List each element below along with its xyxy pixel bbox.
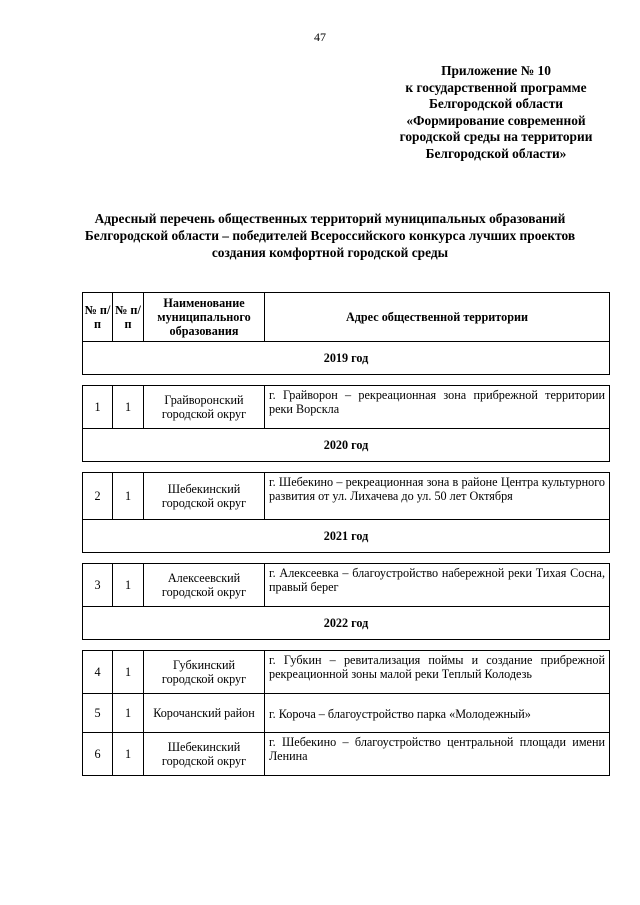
row-subnumber: 1 <box>113 733 144 776</box>
row-municipality: Шебекинский городской округ <box>144 473 265 520</box>
header-municipality: Наименование муниципального образования <box>144 293 265 342</box>
title-line: Белгородской области – победителей Всероссийского конкурса лучших проектов <box>84 227 576 243</box>
title-line: Адресный перечень общественных территорий муниципальных образований <box>94 211 566 226</box>
page-number: 47 <box>314 30 326 44</box>
year-label: 2020 год <box>83 429 610 462</box>
appendix-line: Белгородской области» <box>425 145 567 161</box>
territories-table <box>82 292 610 776</box>
spacer-row <box>83 640 610 651</box>
header-number-1: № п/п <box>83 293 113 342</box>
year-label: 2019 год <box>83 342 610 375</box>
row-municipality: Корочанский район <box>144 694 265 733</box>
year-row <box>83 429 610 462</box>
row-address: г. Шебекино – благоустройство центральной площади имени Ленина <box>265 733 610 776</box>
spacer-row <box>83 553 610 564</box>
appendix-header <box>372 63 620 163</box>
row-municipality: Алексеевский городской округ <box>144 564 265 607</box>
table-row <box>83 694 610 733</box>
header-address: Адрес общественной территории <box>265 293 610 342</box>
row-municipality: Грайворонский городской округ <box>144 386 265 429</box>
year-row <box>83 607 610 640</box>
row-number: 4 <box>83 651 113 694</box>
table-row <box>83 733 610 776</box>
row-number: 6 <box>83 733 113 776</box>
row-municipality: Шебекинский городской округ <box>144 733 265 776</box>
row-address: г. Короча – благоустройство парка «Молодежный» <box>265 694 610 733</box>
table-row <box>83 651 610 694</box>
year-label: 2022 год <box>83 607 610 640</box>
table-row <box>83 386 610 429</box>
row-subnumber: 1 <box>113 564 144 607</box>
year-label: 2021 год <box>83 520 610 553</box>
title-line: создания комфортной городской среды <box>211 244 449 260</box>
table-row <box>83 473 610 520</box>
table-header-row <box>83 293 610 342</box>
row-number: 3 <box>83 564 113 607</box>
row-number: 2 <box>83 473 113 520</box>
row-address: г. Грайворон – рекреационная зона прибрежной территории реки Ворскла <box>265 386 610 429</box>
row-number: 5 <box>83 694 113 733</box>
spacer-row <box>83 375 610 386</box>
row-municipality: Губкинский городской округ <box>144 651 265 694</box>
row-subnumber: 1 <box>113 473 144 520</box>
row-address: г. Алексеевка – благоустройство набережной реки Тихая Сосна, правый берег <box>265 564 610 607</box>
row-number: 1 <box>83 386 113 429</box>
year-row <box>83 342 610 375</box>
appendix-line: к государственной программе <box>405 79 587 95</box>
spacer-row <box>83 462 610 473</box>
year-row <box>83 520 610 553</box>
row-subnumber: 1 <box>113 694 144 733</box>
table-row <box>83 564 610 607</box>
row-subnumber: 1 <box>113 386 144 429</box>
row-address: г. Шебекино – рекреационная зона в районе Центра культурного развития от ул. Лихачева до ул. 50 лет Октября <box>265 473 610 520</box>
row-subnumber: 1 <box>113 651 144 694</box>
row-address: г. Губкин – ревитализация поймы и создание прибрежной рекреационной зоны малой реки Теплый Колодезь <box>265 651 610 694</box>
appendix-line: Приложение № 10 <box>441 63 551 78</box>
header-number-2: № п/п <box>113 293 144 342</box>
appendix-line: «Формирование современной <box>406 112 586 128</box>
document-title <box>60 211 600 261</box>
appendix-line: городской среды на территории <box>399 129 593 145</box>
appendix-line: Белгородской области <box>428 96 564 112</box>
